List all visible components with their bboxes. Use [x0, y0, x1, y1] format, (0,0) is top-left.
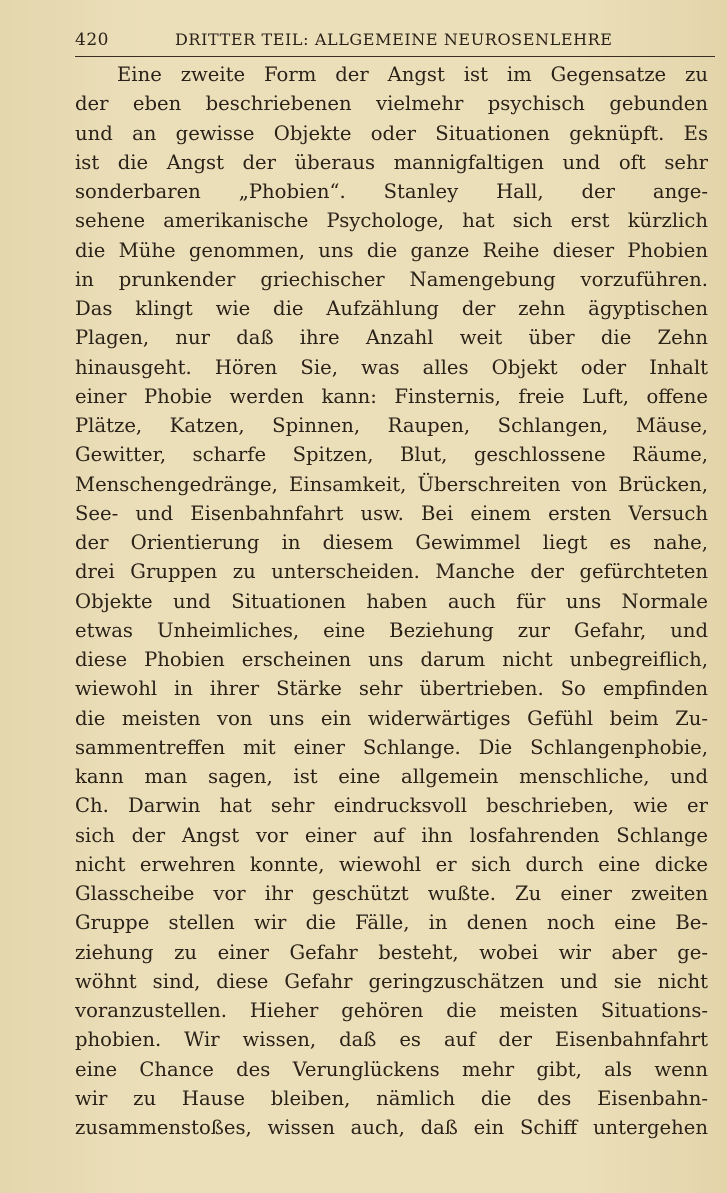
text-line: nicht erwehren konnte, wiewohl er sich durch eine dicke: [75, 852, 708, 876]
body-text: [75, 60, 708, 1142]
text-line: Menschengedränge, Einsamkeit, Überschreiten von Brücken,: [75, 472, 708, 496]
text-line: diese Phobien erscheinen uns darum nicht unbegreiflich,: [75, 648, 708, 671]
text-line: einer Phobie werden kann: Finsternis, freie Luft, offene: [75, 384, 708, 408]
text-line: Eine zweite Form der Angst ist im Gegensatze zu: [117, 63, 708, 86]
text-line: kann man sagen, ist eine allgemein menschliche, und: [75, 765, 708, 788]
text-line: wöhnt sind, diese Gefahr geringzuschätzen und sie nicht: [75, 969, 708, 993]
text-line: die Mühe genommen, uns die ganze Reihe dieser Phobien: [75, 238, 708, 262]
text-line: wiewohl in ihrer Stärke sehr übertrieben. So empfinden: [75, 677, 708, 701]
text-line: drei Gruppen zu unterscheiden. Manche der gefürchteten: [75, 560, 708, 584]
text-line: hinausgeht. Hören Sie, was alles Objekt oder Inhalt: [75, 355, 708, 379]
text-line: Gewitter, scharfe Spitzen, Blut, geschlossene Räume,: [75, 443, 708, 467]
text-line: ist die Angst der überaus mannigfaltigen und oft sehr: [75, 150, 708, 174]
text-line: sonderbaren „Phobien“. Stanley Hall, der ange-: [75, 180, 708, 203]
text-line: Plätze, Katzen, Spinnen, Raupen, Schlangen, Mäuse,: [75, 414, 708, 437]
text-line: Plagen, nur daß ihre Anzahl weit über die Zehn: [75, 326, 708, 350]
text-line: und an gewisse Objekte oder Situationen geknüpft. Es: [75, 121, 708, 145]
text-line: sich der Angst vor einer auf ihn losfahrenden Schlange: [75, 823, 708, 847]
text-line: eine Chance des Verunglückens mehr gibt, als wenn: [75, 1057, 708, 1081]
running-head: DRITTER TEIL: ALLGEMEINE NEUROSENLEHRE: [175, 30, 613, 49]
text-line: etwas Unheimliches, eine Beziehung zur Gefahr, und: [75, 618, 708, 642]
text-line: zusammenstoßes, wissen auch, daß ein Schiff untergehen: [75, 1116, 708, 1139]
text-line: Gruppe stellen wir die Fälle, in denen noch eine Be-: [75, 911, 708, 935]
text-line: sammentreffen mit einer Schlange. Die Schlangenphobie,: [75, 735, 708, 759]
text-line: Objekte und Situationen haben auch für uns Normale: [75, 589, 708, 613]
page-number: 420: [75, 30, 109, 50]
text-line: See- und Eisenbahnfahrt usw. Bei einem ersten Versuch: [75, 501, 708, 525]
page-header: [75, 28, 715, 57]
text-line: Das klingt wie die Aufzählung der zehn ägyptischen: [75, 297, 708, 320]
text-line: sehene amerikanische Psychologe, hat sich erst kürzlich: [75, 209, 708, 233]
text-line: der Orientierung in diesem Gewimmel liegt es nahe,: [75, 531, 708, 554]
text-line: die meisten von uns ein widerwärtiges Gefühl beim Zu-: [75, 706, 708, 730]
text-line: in prunkender griechischer Namengebung vorzuführen.: [75, 267, 708, 291]
text-line: voranzustellen. Hieher gehören die meisten Situations-: [75, 999, 708, 1022]
text-line: wir zu Hause bleiben, nämlich die des Eisenbahn-: [75, 1086, 708, 1110]
text-line: ziehung zu einer Gefahr besteht, wobei wir aber ge-: [75, 940, 708, 964]
text-line: phobien. Wir wissen, daß es auf der Eisenbahnfahrt: [75, 1028, 708, 1052]
text-line: der eben beschriebenen vielmehr psychisch gebunden: [75, 92, 708, 116]
text-line: Ch. Darwin hat sehr eindrucksvoll beschrieben, wie er: [75, 794, 708, 818]
text-line: Glasscheibe vor ihr geschützt wußte. Zu einer zweiten: [75, 882, 708, 905]
